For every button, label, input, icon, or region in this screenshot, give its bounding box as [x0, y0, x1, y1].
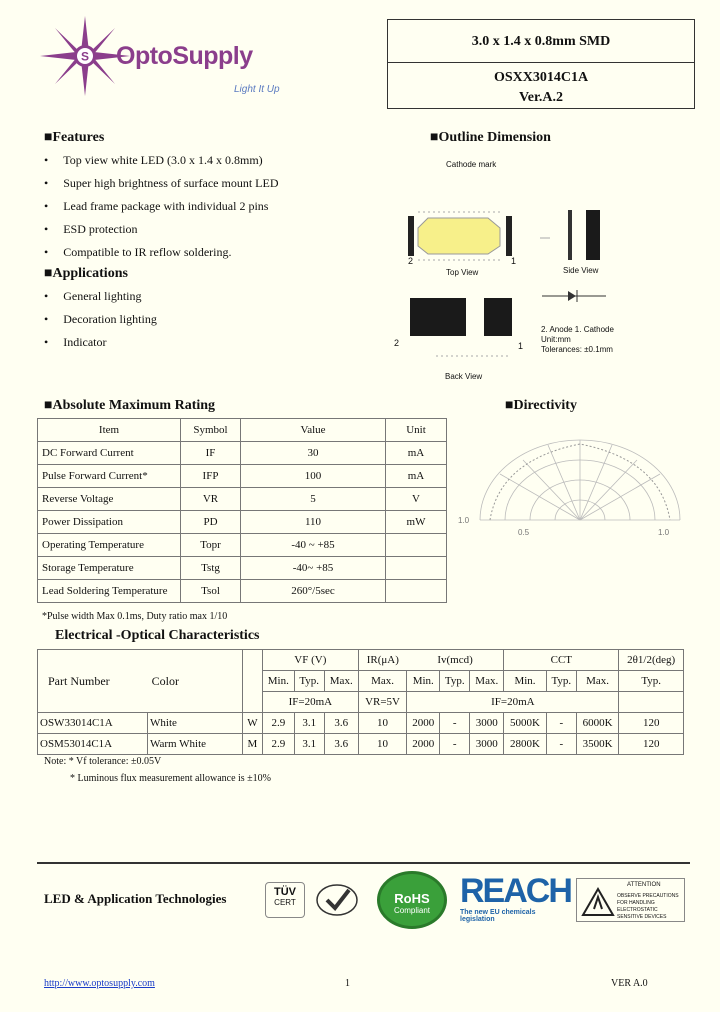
- pin-2-top: 2: [408, 256, 414, 266]
- amr-cell: mA: [386, 442, 447, 465]
- page-number: 1: [345, 978, 350, 989]
- amr-header-symbol: Symbol: [181, 419, 241, 442]
- amr-header-item: Item: [38, 419, 181, 442]
- eo-group-ir: IR(μA): [358, 650, 407, 671]
- diode-symbol-icon: [568, 291, 576, 301]
- eo-cell: M: [242, 734, 262, 755]
- eo-cell: 3000: [470, 713, 504, 734]
- side-view-label: Side View: [563, 266, 599, 275]
- amr-cell: [386, 557, 447, 580]
- eo-cell: 3.1: [294, 713, 324, 734]
- amr-cell: mW: [386, 511, 447, 534]
- top-view-lead-left: [408, 216, 414, 256]
- eo-cond: IF=20mA: [407, 692, 619, 713]
- back-view-label: Back View: [445, 372, 483, 381]
- amr-cell: Tstg: [181, 557, 241, 580]
- back-view-pad-right: [484, 298, 512, 336]
- cathode-mark-label: Cathode mark: [446, 160, 497, 169]
- amr-heading: ■Absolute Maximum Rating: [44, 398, 216, 413]
- eo-cell: 2000: [407, 713, 440, 734]
- table-row: [38, 488, 447, 511]
- eo-note-1: Note: * Vf tolerance: ±0.05V: [44, 756, 162, 767]
- side-view-lead: [568, 210, 572, 260]
- amr-cell: Reverse Voltage: [38, 488, 181, 511]
- check-badge: [315, 882, 359, 918]
- eo-cell: -: [546, 734, 576, 755]
- eo-heading: Electrical -Optical Characteristics: [55, 628, 260, 643]
- eo-cell: 10: [358, 734, 407, 755]
- amr-cell: IFP: [181, 465, 241, 488]
- table-row: [38, 465, 447, 488]
- table-row: [38, 580, 447, 603]
- amr-table: [37, 418, 447, 603]
- amr-cell: PD: [181, 511, 241, 534]
- table-row: [38, 713, 684, 734]
- amr-cell: 100: [241, 465, 386, 488]
- eo-cell: -: [546, 713, 576, 734]
- list-item: • Compatible to IR reflow soldering.: [44, 245, 232, 259]
- features-heading: ■Features: [44, 130, 105, 145]
- eo-sub: Max.: [576, 671, 619, 692]
- amr-cell: Storage Temperature: [38, 557, 181, 580]
- eo-group-cct: CCT: [504, 650, 619, 671]
- eo-cell: W: [242, 713, 262, 734]
- directivity-tick-right: 1.0: [658, 528, 670, 537]
- esd-badge: ATTENTION OBSERVE PRECAUTIONS FOR HANDLING ELECTROSTATIC SENSITIVE DEVICES: [576, 878, 685, 922]
- outline-heading: ■Outline Dimension: [430, 130, 551, 145]
- eo-cond: VR=5V: [358, 692, 407, 713]
- pin-1-back: 1: [518, 341, 524, 351]
- amr-cell: [386, 580, 447, 603]
- tuv-badge: TÜV CERT: [265, 882, 305, 918]
- table-row: [38, 419, 447, 442]
- eo-cell: 2000: [407, 734, 440, 755]
- eo-cell: 2.9: [262, 713, 294, 734]
- footer-divider: [37, 862, 690, 864]
- amr-cell: 30: [241, 442, 386, 465]
- eo-cell: 3000: [470, 734, 504, 755]
- title-box: [387, 19, 695, 109]
- eo-cell: 2800K: [504, 734, 547, 755]
- eo-note-2: * Luminous flux measurement allowance is ±10%: [70, 773, 271, 784]
- part-family: OSXX3014C1A: [493, 70, 589, 85]
- eo-cell: Warm White: [148, 734, 243, 755]
- amr-cell: IF: [181, 442, 241, 465]
- table-row: [38, 557, 447, 580]
- applications-list: [44, 289, 157, 358]
- applications-heading: ■Applications: [44, 266, 128, 281]
- list-item: • Lead frame package with individual 2 pins: [44, 199, 269, 213]
- eo-cell: 2.9: [262, 734, 294, 755]
- amr-cell: VR: [181, 488, 241, 511]
- reach-badge: REACH The new EU chemicals legislation: [460, 872, 571, 923]
- directivity-heading: ■Directivity: [505, 398, 577, 413]
- eo-sub: Max.: [324, 671, 358, 692]
- eo-cell: OSW33014C1A: [38, 713, 148, 734]
- company-name: LED & Application Technologies: [44, 891, 227, 906]
- eo-group-angle: 2θ1/2(deg): [619, 650, 684, 671]
- rohs-badge: RoHS Compliant: [377, 871, 447, 929]
- pin-2-back: 2: [394, 338, 400, 348]
- amr-cell: mA: [386, 465, 447, 488]
- eo-sub: Typ.: [294, 671, 324, 692]
- table-row: [38, 442, 447, 465]
- eo-sub: Typ.: [546, 671, 576, 692]
- eo-cell: 120: [619, 734, 684, 755]
- footer-version: VER A.0: [611, 978, 648, 989]
- eo-sub: Max.: [470, 671, 504, 692]
- eo-cell: OSM53014C1A: [38, 734, 148, 755]
- svg-text:S: S: [80, 49, 90, 64]
- table-row: [38, 511, 447, 534]
- amr-header-unit: Unit: [386, 419, 447, 442]
- back-view-pad-left: [410, 298, 466, 336]
- eo-group-iv: Iv(mcd): [407, 650, 504, 671]
- amr-cell: Operating Temperature: [38, 534, 181, 557]
- list-item: • Indicator: [44, 335, 107, 349]
- amr-cell: [386, 534, 447, 557]
- table-row: [38, 534, 447, 557]
- amr-cell: 110: [241, 511, 386, 534]
- eo-table: [37, 649, 684, 755]
- amr-cell: Power Dissipation: [38, 511, 181, 534]
- list-item: • Super high brightness of surface mount LED: [44, 176, 279, 190]
- tolerance-label: Tolerances: ±0.1mm: [541, 345, 613, 354]
- eo-cell: 3.1: [294, 734, 324, 755]
- eo-cell: White: [148, 713, 243, 734]
- outline-drawing: [400, 170, 640, 390]
- eo-cell: -: [440, 713, 470, 734]
- pin-1-top: 1: [511, 256, 517, 266]
- eo-group-vf: VF (V): [262, 650, 358, 671]
- eo-cell: 10: [358, 713, 407, 734]
- unit-label: Unit:mm: [541, 335, 571, 344]
- top-view-lead-right: [506, 216, 512, 256]
- amr-note: *Pulse width Max 0.1ms, Duty ratio max 1/10: [42, 611, 228, 622]
- table-row: [38, 734, 684, 755]
- list-item: • ESD protection: [44, 222, 138, 236]
- website-link[interactable]: http://www.optosupply.com: [44, 978, 155, 989]
- eo-sub: Typ.: [619, 671, 684, 692]
- checkmark-icon: [315, 882, 359, 918]
- list-item: • Top view white LED (3.0 x 1.4 x 0.8mm): [44, 153, 263, 167]
- eo-cell: 120: [619, 713, 684, 734]
- directivity-tick-left: 1.0: [458, 516, 470, 525]
- list-item: • General lighting: [44, 289, 142, 303]
- amr-cell: -40 ~ +85: [241, 534, 386, 557]
- brand-name: OptoSupply: [116, 42, 253, 70]
- directivity-tick-mid: 0.5: [518, 528, 530, 537]
- amr-cell: V: [386, 488, 447, 511]
- eo-cell: 5000K: [504, 713, 547, 734]
- esd-warning-icon: [581, 887, 615, 917]
- amr-header-value: Value: [241, 419, 386, 442]
- eo-sub: Min.: [504, 671, 547, 692]
- list-item: • Decoration lighting: [44, 312, 157, 326]
- top-view-label: Top View: [446, 268, 479, 277]
- eo-cell: -: [440, 734, 470, 755]
- product-desc: 3.0 x 1.4 x 0.8mm SMD: [471, 34, 611, 49]
- eo-sub: Typ.: [440, 671, 470, 692]
- amr-cell: Tsol: [181, 580, 241, 603]
- amr-cell: -40~ +85: [241, 557, 386, 580]
- eo-cond: IF=20mA: [262, 692, 358, 713]
- eo-header-part: Part Number Color: [38, 650, 243, 713]
- amr-cell: DC Forward Current: [38, 442, 181, 465]
- side-view-body: [586, 210, 600, 260]
- eo-cell: 3500K: [576, 734, 619, 755]
- directivity-chart: [460, 430, 700, 530]
- pin-labels: 2. Anode 1. Cathode: [541, 325, 614, 334]
- top-view-lens: [418, 218, 500, 254]
- eo-cell: 6000K: [576, 713, 619, 734]
- eo-sub: Max.: [358, 671, 407, 692]
- eo-sub: Min.: [262, 671, 294, 692]
- amr-cell: 260°/5sec: [241, 580, 386, 603]
- table-row: [38, 650, 684, 671]
- eo-cell: 3.6: [324, 713, 358, 734]
- amr-cell: Lead Soldering Temperature: [38, 580, 181, 603]
- eo-sub: Min.: [407, 671, 440, 692]
- tagline: Light It Up: [234, 84, 280, 95]
- amr-cell: Pulse Forward Current*: [38, 465, 181, 488]
- version: Ver.A.2: [518, 90, 564, 105]
- eo-cell: 3.6: [324, 734, 358, 755]
- amr-cell: Topr: [181, 534, 241, 557]
- amr-cell: 5: [241, 488, 386, 511]
- features-list: [44, 153, 279, 268]
